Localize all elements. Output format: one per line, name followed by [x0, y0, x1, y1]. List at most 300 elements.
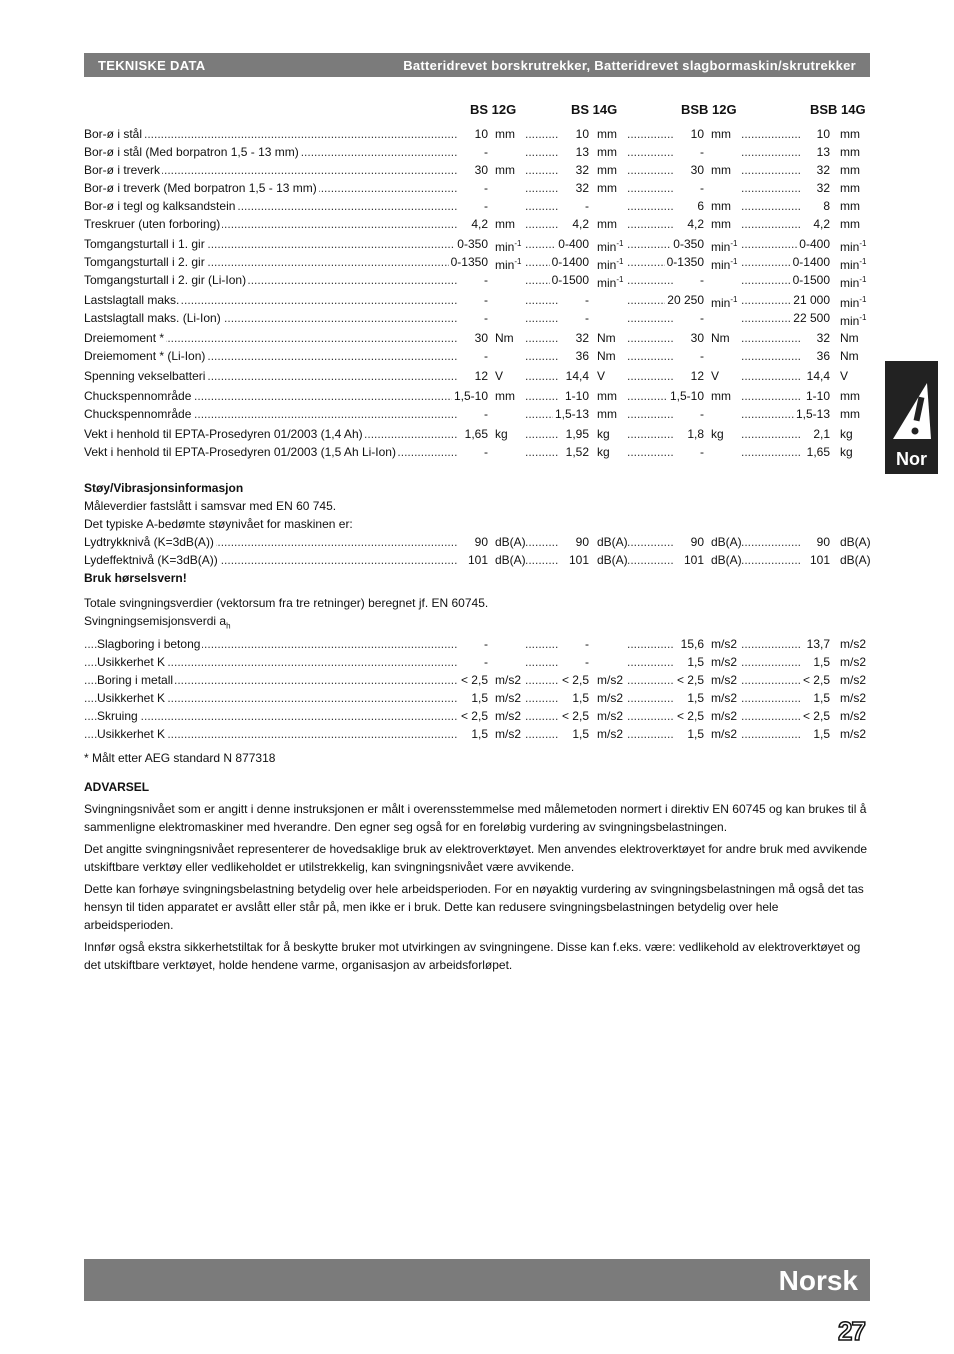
spec-value: 1,5 — [813, 655, 830, 670]
spec-label: Bor-ø i stål (Med borpatron 1,5 - 13 mm) — [84, 145, 299, 159]
leader-dots — [525, 671, 559, 689]
spec-unit: dB(A) — [840, 553, 871, 567]
spec-value: < 2,5 — [460, 709, 488, 724]
leader-dots — [627, 725, 674, 743]
spec-value: 1,5-10 — [669, 389, 704, 403]
leader-dots — [741, 215, 800, 233]
spec-unit: Nm — [495, 331, 514, 345]
spec-value: 10 — [690, 127, 704, 141]
leader-dots — [525, 347, 559, 365]
spec-unit: mm — [597, 145, 617, 159]
vibration-line1: Totale svingningsverdier (vektorsum fra tre retninger) beregnet jf. EN 60745. — [84, 596, 489, 610]
leader-dots — [627, 271, 674, 289]
leader-dots — [741, 197, 800, 215]
spec-value: 0-1500 — [551, 273, 589, 287]
spec-unit: $\min^{-1}$ — [597, 239, 624, 254]
spec-unit: V — [495, 369, 504, 383]
spec-unit: dB(A) — [597, 535, 628, 549]
spec-label: Lastslagtall maks. (Li-Ion) — [84, 311, 221, 325]
spec-unit: mm — [597, 407, 617, 421]
spec-unit: mm — [495, 389, 515, 403]
spec-label: Bor-ø i treverk — [84, 163, 161, 177]
spec-unit: dB(A) — [597, 553, 628, 567]
spec-value: 0-1400 — [551, 255, 589, 269]
noise-heading: Støy/Vibrasjonsinformasjon — [84, 481, 244, 495]
leader-dots — [525, 367, 559, 385]
leader-dots — [741, 533, 800, 551]
spec-unit: m/s2 — [711, 727, 738, 742]
spec-unit: m/s2 — [597, 709, 624, 724]
spec-row — [84, 215, 870, 233]
spec-unit: mm — [840, 217, 860, 231]
spec-value: - — [484, 407, 488, 421]
spec-value: 10 — [474, 127, 488, 141]
warning-block — [84, 778, 870, 974]
leader-dots — [525, 689, 559, 707]
spec-unit: Nm — [597, 349, 616, 363]
spec-unit: mm — [495, 163, 515, 177]
warning-paragraph: Dette kan forhøye svingningsbelastning betydelig over hele arbeidsperioden. For en nøyaktig vurdering av svingningsbelastningen må også det tas hensyn til tiden apparatet er avslått eller står på, men ikke er i bruk. Dette kan redusere svingningsbelastningen betydelig over hele arbeidsperioden. — [84, 882, 864, 932]
header-section-title: TEKNISKE DATA — [98, 57, 206, 73]
spec-value: 0-1350 — [666, 255, 704, 269]
spec-value: 4,2 — [687, 217, 704, 231]
spec-value: 4,2 — [471, 217, 488, 231]
spec-unit: $\min^{-1}$ — [597, 257, 624, 272]
leader-dots — [627, 551, 674, 569]
spec-label: Lastslagtall maks. — [84, 293, 180, 307]
leader-dots — [741, 179, 800, 197]
leader-dots — [741, 387, 800, 405]
spec-unit: kg — [495, 427, 508, 441]
warning-paragraph: Det angitte svingningsnivået representerer de hovedsaklige bruk av elektroverktøyet. Men anvendes elektroverktøyet for andre bruk med avvikende utskiftbare verktøy eller vedlikeholdet er utilstrekkelig, kan svingningsnivået være avvikende. — [84, 842, 868, 874]
spec-value: - — [700, 349, 704, 363]
spec-unit: dB(A) — [495, 553, 526, 567]
spec-row — [84, 387, 870, 405]
spec-unit: m/s2 — [711, 655, 738, 670]
spec-unit: m/s2 — [495, 709, 522, 724]
spec-unit: $\min^{-1}$ — [840, 239, 867, 254]
noise-line2: Det typiske A-bedømte støynivået for maskinen er: — [84, 517, 353, 531]
spec-value: 0-400 — [799, 237, 830, 251]
spec-unit: $\min^{-1}$ — [840, 313, 867, 328]
spec-value: 90 — [474, 535, 488, 549]
spec-label: Vekt i henhold til EPTA-Prosedyren 01/2003 (1,4 Ah) — [84, 427, 363, 441]
leader-dots — [741, 689, 800, 707]
spec-label: Slagboring i betong — [97, 637, 201, 652]
spec-value: 10 — [816, 127, 830, 141]
spec-value: - — [484, 349, 488, 363]
leader-dots — [627, 671, 674, 689]
spec-unit: kg — [840, 445, 853, 459]
leader-dots — [741, 551, 800, 569]
spec-unit: m/s2 — [711, 637, 738, 652]
spec-unit: mm — [711, 217, 731, 231]
spec-value: 14,4 — [565, 369, 589, 383]
spec-value: 15,6 — [680, 637, 704, 652]
spec-row — [84, 309, 870, 327]
spec-value: - — [484, 655, 488, 670]
leader-dots — [525, 725, 559, 743]
spec-label: Lydtrykknivå (K=3dB(A)) — [84, 535, 214, 549]
spec-value: 12 — [474, 369, 488, 383]
leader-dots — [627, 125, 674, 143]
spec-label: Usikkerhet K — [97, 691, 166, 706]
spec-unit: mm — [840, 127, 860, 141]
spec-value: 32 — [816, 163, 830, 177]
spec-value: - — [484, 637, 488, 652]
spec-value: 13 — [816, 145, 830, 159]
leader-dots — [525, 215, 559, 233]
spec-unit: $\min^{-1}$ — [711, 239, 738, 254]
spec-value: 1,65 — [464, 427, 488, 441]
spec-value: 90 — [690, 535, 704, 549]
spec-value: 101 — [683, 553, 704, 567]
spec-value: - — [585, 293, 589, 307]
spec-unit: mm — [840, 145, 860, 159]
spec-value: 1,5 — [687, 691, 704, 706]
language-tab-label: Nor — [896, 449, 927, 469]
spec-unit: m/s2 — [495, 691, 522, 706]
spec-value: - — [700, 407, 704, 421]
spec-value: 1,5-13 — [554, 407, 589, 421]
spec-row — [84, 235, 870, 253]
spec-row — [84, 125, 870, 143]
leader-dots — [627, 405, 674, 423]
spec-label: Spenning vekselbatteri — [84, 369, 206, 383]
leader-dots — [627, 197, 674, 215]
spec-value: 1,5 — [813, 691, 830, 706]
leader-dots — [627, 161, 674, 179]
spec-value: 0-400 — [558, 237, 589, 251]
leader-dots — [525, 707, 559, 725]
spec-value: 4,2 — [572, 217, 589, 231]
spec-value: - — [585, 199, 589, 213]
spec-unit: kg — [711, 427, 724, 441]
spec-label: Lydeffektnivå (K=3dB(A)) — [84, 553, 218, 567]
spec-label: Tomgangsturtall i 1. gir — [84, 237, 205, 251]
spec-row — [84, 405, 870, 423]
spec-label: Dreiemoment * (Li-Ion) — [84, 349, 206, 363]
spec-unit: m/s2 — [597, 673, 624, 688]
spec-unit: Nm — [840, 331, 859, 345]
spec-value: - — [700, 145, 704, 159]
spec-value: 1,65 — [806, 445, 830, 459]
spec-value: 101 — [568, 553, 589, 567]
leader-dots — [525, 309, 559, 327]
spec-unit: m/s2 — [840, 709, 867, 724]
leader-dots — [84, 707, 458, 725]
spec-value: 1,95 — [565, 427, 589, 441]
spec-value: 90 — [575, 535, 589, 549]
spec-value: 1,5 — [572, 727, 589, 742]
spec-table — [84, 125, 870, 461]
spec-value: < 2,5 — [561, 673, 589, 688]
spec-value: 0-1400 — [792, 255, 830, 269]
spec-unit: m/s2 — [840, 673, 867, 688]
spec-unit: $\min^{-1}$ — [711, 295, 738, 310]
vibration-section — [84, 594, 870, 767]
language-side-tab — [885, 361, 938, 474]
leader-dots — [525, 551, 559, 569]
spec-value: 32 — [575, 331, 589, 345]
spec-label: Boring i metall — [97, 673, 174, 688]
spec-label: Tomgangsturtall i 2. gir (Li-Ion) — [84, 273, 247, 287]
spec-row — [84, 671, 870, 689]
spec-unit: dB(A) — [711, 535, 742, 549]
spec-value: 1,5 — [687, 727, 704, 742]
spec-unit: mm — [495, 127, 515, 141]
spec-unit: mm — [711, 163, 731, 177]
vibration-emission-label: Svingningsemisjonsverdi $a_h$ — [84, 614, 231, 631]
spec-value: 0-350 — [673, 237, 704, 251]
spec-row — [84, 443, 870, 461]
leader-dots — [627, 179, 674, 197]
spec-unit: $\min^{-1}$ — [495, 257, 522, 272]
spec-row — [84, 689, 870, 707]
spec-row — [84, 551, 870, 569]
leader-dots — [741, 125, 800, 143]
spec-unit: mm — [597, 127, 617, 141]
spec-unit: m/s2 — [711, 673, 738, 688]
spec-value: 2,1 — [813, 427, 830, 441]
spec-unit: dB(A) — [840, 535, 871, 549]
model-bsb14g: BSB 14G — [810, 102, 866, 117]
spec-value: - — [700, 273, 704, 287]
spec-row — [84, 143, 870, 161]
spec-value: 30 — [690, 163, 704, 177]
spec-unit: kg — [597, 427, 610, 441]
leader-dots — [627, 387, 674, 405]
spec-value: 14,4 — [806, 369, 830, 383]
spec-unit: m/s2 — [711, 691, 738, 706]
spec-row — [84, 271, 870, 289]
spec-label: Bor-ø i stål — [84, 127, 143, 141]
warning-heading: ADVARSEL — [84, 780, 150, 794]
leader-dots — [741, 443, 800, 461]
spec-value: - — [484, 181, 488, 195]
spec-value: - — [484, 311, 488, 325]
leader-dots — [741, 671, 800, 689]
spec-value: 0-1350 — [450, 255, 488, 269]
spec-unit: $\min^{-1}$ — [597, 275, 624, 290]
footer-bar — [84, 1259, 870, 1301]
leader-dots — [741, 161, 800, 179]
spec-unit: m/s2 — [597, 727, 624, 742]
leader-dots — [741, 347, 800, 365]
spec-unit: $\min^{-1}$ — [495, 239, 522, 254]
spec-value: - — [484, 273, 488, 287]
spec-value: - — [700, 311, 704, 325]
footer-language: Norsk — [778, 1265, 858, 1296]
leader-dots — [627, 653, 674, 671]
leader-dots — [525, 291, 559, 309]
leader-dots — [741, 367, 800, 385]
footnote: * Målt etter AEG standard N 877318 — [84, 751, 276, 766]
spec-value: 4,2 — [813, 217, 830, 231]
leader-dots — [525, 197, 559, 215]
spec-value: - — [484, 293, 488, 307]
leader-dots — [525, 329, 559, 347]
spec-unit: Nm — [840, 349, 859, 363]
spec-label: Usikkerhet K — [97, 655, 166, 670]
spec-value: - — [484, 199, 488, 213]
leader-dots — [627, 143, 674, 161]
spec-unit: m/s2 — [495, 727, 522, 742]
vibration-rows — [84, 635, 870, 743]
spec-value: < 2,5 — [802, 709, 830, 724]
leader-dots — [627, 215, 674, 233]
spec-unit: mm — [840, 181, 860, 195]
spec-value: 30 — [690, 331, 704, 345]
leader-dots — [525, 143, 559, 161]
spec-unit: m/s2 — [840, 637, 867, 652]
spec-value: < 2,5 — [676, 709, 704, 724]
model-bsb12g: BSB 12G — [681, 102, 737, 117]
spec-unit: mm — [597, 181, 617, 195]
spec-value: 32 — [816, 331, 830, 345]
spec-unit: V — [711, 369, 720, 383]
spec-unit: Nm — [597, 331, 616, 345]
leader-dots — [525, 161, 559, 179]
spec-value: - — [484, 145, 488, 159]
leader-dots — [741, 635, 800, 653]
leader-dots — [627, 309, 674, 327]
spec-value: 1,5 — [572, 691, 589, 706]
leader-dots — [627, 533, 674, 551]
spec-unit: m/s2 — [597, 691, 624, 706]
spec-value: 1,5 — [687, 655, 704, 670]
spec-unit: mm — [495, 217, 515, 231]
noise-rows — [84, 533, 870, 569]
spec-value: 10 — [575, 127, 589, 141]
spec-unit: kg — [840, 427, 853, 441]
spec-value: 101 — [809, 553, 830, 567]
spec-unit: mm — [711, 127, 731, 141]
spec-value: 1,5-10 — [453, 389, 488, 403]
spec-value: < 2,5 — [676, 673, 704, 688]
leader-dots — [627, 367, 674, 385]
spec-unit: mm — [711, 389, 731, 403]
spec-row — [84, 707, 870, 725]
spec-label: Dreiemoment * — [84, 331, 165, 345]
spec-value: 1-10 — [564, 389, 589, 403]
spec-unit: V — [597, 369, 606, 383]
spec-unit: mm — [711, 199, 731, 213]
noise-section — [84, 479, 870, 587]
header-product-title: Batteridrevet borskrutrekker, Batteridrevet slagbormaskin/skrutrekker — [403, 57, 856, 73]
model-bs14g: BS 14G — [571, 102, 618, 117]
spec-row — [84, 347, 870, 365]
leader-dots — [525, 533, 559, 551]
spec-row — [84, 425, 870, 443]
spec-row — [84, 179, 870, 197]
spec-label: Bor-ø i treverk (Med borpatron 1,5 - 13 mm) — [84, 181, 317, 195]
spec-value: - — [484, 445, 488, 459]
spec-label: Chuckspennområde — [84, 407, 192, 421]
spec-value: < 2,5 — [802, 673, 830, 688]
spec-value: - — [585, 655, 589, 670]
spec-value: - — [700, 445, 704, 459]
spec-value: 30 — [474, 331, 488, 345]
spec-unit: m/s2 — [840, 727, 867, 742]
spec-value: - — [585, 637, 589, 652]
spec-unit: Nm — [711, 331, 730, 345]
warning-paragraph: Svingningsnivået som er angitt i denne instruksjonen er målt i overensstemmelse med målemetoden normert i direktiv EN 60745 og kan brukes til å sammenligne elektromaskiner med hverandre. Den egner seg også for en foreløbig vurdering av svingningsbelastningen. — [84, 802, 867, 834]
leader-dots — [627, 329, 674, 347]
spec-unit: m/s2 — [840, 655, 867, 670]
spec-unit: $\min^{-1}$ — [840, 275, 867, 290]
spec-unit: mm — [597, 389, 617, 403]
spec-row — [84, 653, 870, 671]
leader-dots — [627, 635, 674, 653]
spec-row — [84, 367, 870, 385]
page-number: 27 — [838, 1316, 865, 1346]
leader-dots — [741, 143, 800, 161]
spec-value: 101 — [467, 553, 488, 567]
leader-dots — [627, 443, 674, 461]
noise-line1: Måleverdier fastslått i samsvar med EN 60 745. — [84, 499, 337, 513]
spec-value: 6 — [697, 199, 704, 213]
spec-value: 32 — [816, 181, 830, 195]
leader-dots — [525, 443, 559, 461]
leader-dots — [627, 235, 674, 253]
spec-value: - — [585, 311, 589, 325]
spec-value: 1,5 — [471, 727, 488, 742]
spec-unit: mm — [840, 199, 860, 213]
spec-value: 1,52 — [565, 445, 589, 459]
spec-value: 20 250 — [667, 293, 704, 307]
spec-unit: dB(A) — [495, 535, 526, 549]
spec-unit: $\min^{-1}$ — [711, 257, 738, 272]
leader-dots — [741, 653, 800, 671]
warning-paragraph: Innfør også ekstra sikkerhetstiltak for å beskytte bruker mot utvirkingen av svingningene. Disse kan f.eks. være: vedlikehold av elektroverktøyet og det utskiftbare verktøyet, holde hendene varme, organisasjon av arbeidsforløpet. — [84, 940, 861, 972]
model-bs12g: BS 12G — [470, 102, 517, 117]
spec-row — [84, 197, 870, 215]
spec-value: 13,7 — [806, 637, 830, 652]
spec-value: 1,5 — [813, 727, 830, 742]
leader-dots — [525, 179, 559, 197]
spec-value: 8 — [823, 199, 830, 213]
leader-dots — [741, 329, 800, 347]
spec-row — [84, 253, 870, 271]
leader-dots — [525, 387, 559, 405]
spec-row — [84, 635, 870, 653]
spec-value: < 2,5 — [561, 709, 589, 724]
leader-dots — [741, 725, 800, 743]
spec-value: 36 — [816, 349, 830, 363]
spec-row — [84, 161, 870, 179]
spec-unit: mm — [597, 217, 617, 231]
leader-dots — [627, 347, 674, 365]
spec-unit: $\min^{-1}$ — [840, 257, 867, 272]
spec-value: 32 — [575, 163, 589, 177]
spec-value: 22 500 — [793, 311, 830, 325]
spec-label: Usikkerhet K — [97, 727, 166, 742]
spec-value: 30 — [474, 163, 488, 177]
hearing-protection: Bruk hørselsvern! — [84, 571, 187, 585]
spec-unit: $\min^{-1}$ — [840, 295, 867, 310]
spec-label: Bor-ø i tegl og kalksandstein — [84, 199, 236, 213]
leader-dots — [741, 425, 800, 443]
spec-unit: kg — [597, 445, 610, 459]
spec-value: 36 — [575, 349, 589, 363]
leader-dots — [525, 235, 559, 253]
spec-value: 90 — [816, 535, 830, 549]
warning-triangle-icon — [891, 379, 933, 441]
spec-row — [84, 329, 870, 347]
spec-row — [84, 291, 870, 309]
spec-value: 1,5-13 — [795, 407, 830, 421]
